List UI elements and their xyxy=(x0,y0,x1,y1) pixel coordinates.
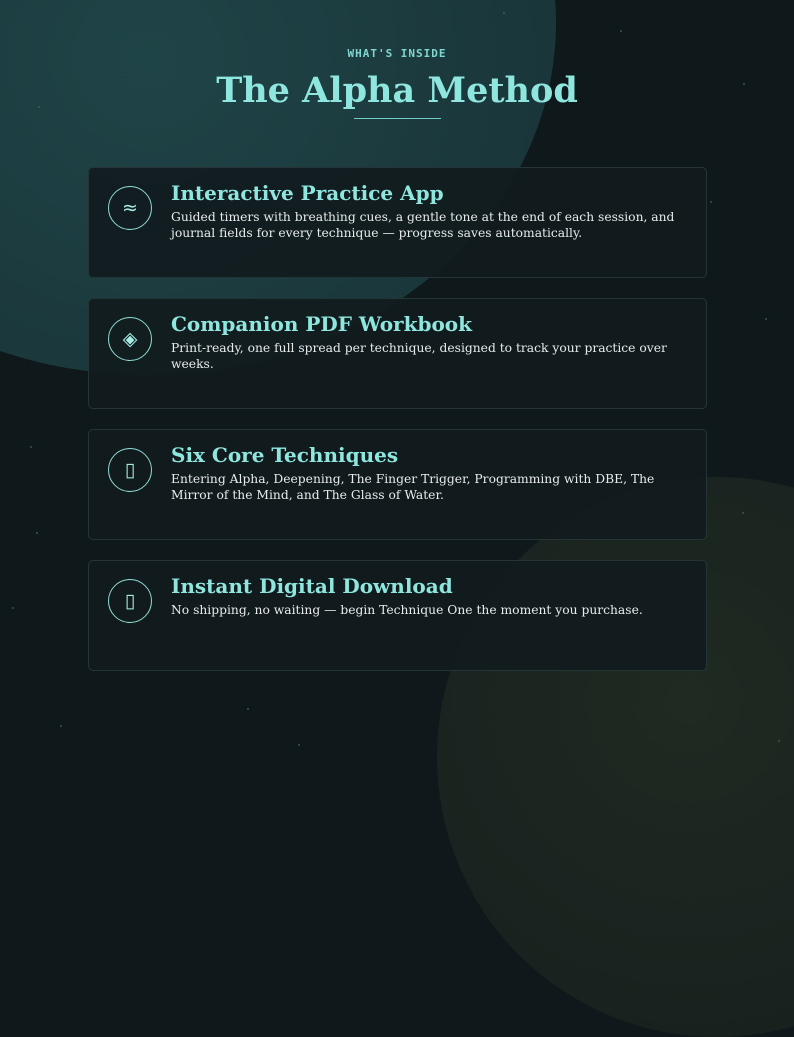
feature-card-title: Companion PDF Workbook xyxy=(171,312,472,336)
feature-card-pdf-workbook xyxy=(88,298,707,409)
waves-icon: ≈ xyxy=(108,186,152,230)
feature-card-title: Instant Digital Download xyxy=(171,574,453,598)
feature-card-core-techniques xyxy=(88,429,707,540)
feature-card-description: Entering Alpha, Deepening, The Finger Trigger, Programming with DBE, The Mirror of the Mind, and The Glass of Water. xyxy=(171,472,655,502)
feature-card-title: Six Core Techniques xyxy=(171,443,399,467)
feature-card-digital-download xyxy=(88,560,707,671)
feature-card-description: Guided timers with breathing cues, a gentle tone at the end of each session, and journal fields for every technique — progress saves automatically. xyxy=(171,210,675,240)
feature-card-description: Print-ready, one full spread per technique, designed to track your practice over weeks. xyxy=(171,341,667,371)
feature-card-practice-app xyxy=(88,167,707,278)
title-divider xyxy=(354,118,441,119)
placeholder-box-icon: ▯ xyxy=(108,579,152,623)
page-title: The Alpha Method xyxy=(216,70,578,111)
section-eyebrow: WHAT'S INSIDE xyxy=(347,47,447,60)
diamond-icon: ◈ xyxy=(108,317,152,361)
placeholder-box-icon: ▯ xyxy=(108,448,152,492)
feature-card-description: No shipping, no waiting — begin Technique One the moment you purchase. xyxy=(171,603,643,617)
feature-card-title: Interactive Practice App xyxy=(171,181,444,205)
